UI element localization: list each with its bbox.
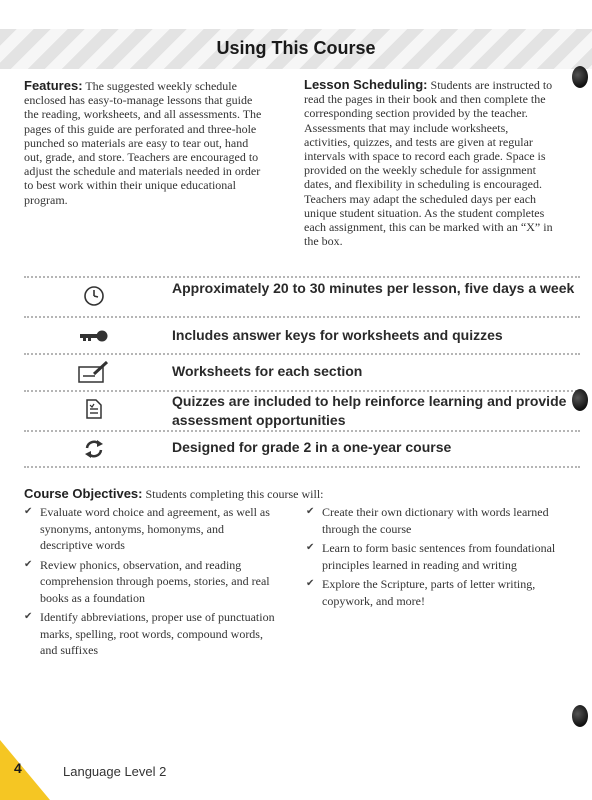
feature-row [24, 430, 580, 466]
feature-text: Approximately 20 to 30 minutes per lesson, five days a week [172, 280, 575, 296]
divider [24, 466, 580, 468]
footer-course-name: Language Level 2 [63, 764, 167, 779]
checkmark-icon: ✔ [306, 578, 315, 589]
binder-hole [572, 389, 588, 411]
objectives-list-right [306, 504, 556, 612]
page-title: Using This Course [216, 38, 376, 58]
features-paragraph [24, 79, 268, 207]
checkmark-icon: ✔ [24, 506, 33, 517]
checkmark-icon: ✔ [306, 542, 315, 553]
worksheet-pencil-icon [76, 361, 112, 388]
list-item: ✔ Identify abbreviations, proper use of punctuation marks, spelling, root words, compound words, and suffixes [24, 610, 275, 657]
scheduling-body: Students are instructed to read the pages in their book and then complete the corresponding section provided by the teacher. Assessments that may include worksheets, activities, quizzes, and tests are given at regular intervals with space to record each grade. Space is provided on the weekly schedule for assignment dates, and flexibility in scheduling is encouraged. Teachers may adapt the scheduled days per each unique student situation. As the student completes each assignment, this can be marked with an “X” in the box. [304, 78, 553, 249]
feature-text: Worksheets for each section [172, 363, 363, 379]
feature-row [24, 276, 580, 316]
features-lead: Features: [24, 78, 83, 93]
list-item: ✔ Explore the Scripture, parts of letter writing, copywork, and more! [306, 577, 536, 608]
page-corner-tab [0, 740, 50, 800]
checkmark-icon: ✔ [24, 558, 33, 570]
features-body: The suggested weekly schedule enclosed has easy-to-manage lessons that guide the reading, worksheets, and all assessments. The pages of this guide are perforated and three-hole punched so materials are easy to tear out, hand out, grade, and store. Teachers are encouraged to adjust the schedule and materials needed in order to best work within their unique educational program. [24, 79, 262, 207]
binder-hole [572, 66, 588, 88]
feature-row [24, 390, 580, 430]
checkmark-icon: ✔ [306, 506, 315, 517]
scheduling-paragraph [304, 78, 556, 248]
objectives-intro: Students completing this course will: [145, 487, 324, 501]
key-icon [76, 329, 112, 347]
feature-text: Quizzes are included to help reinforce learning and provide assessment opportunities [172, 393, 567, 428]
clock-icon [76, 285, 112, 312]
feature-row [24, 316, 580, 353]
list-item: ✔ Evaluate word choice and agreement, as well as synonyms, antonyms, homonyms, and descriptive words [24, 505, 270, 552]
objectives-lead: Course Objectives: [24, 486, 143, 501]
checkmark-icon: ✔ [24, 611, 33, 622]
scheduling-lead: Lesson Scheduling: [304, 77, 428, 92]
page-number: 4 [14, 760, 22, 776]
objectives-list-left [24, 504, 276, 662]
feature-row [24, 353, 580, 390]
objectives-heading [24, 486, 580, 502]
recycle-arrows-icon [76, 438, 112, 465]
quiz-document-icon [76, 399, 112, 424]
feature-text: Includes answer keys for worksheets and quizzes [172, 327, 503, 343]
list-item: ✔ Create their own dictionary with words learned through the course [306, 505, 549, 536]
feature-text: Designed for grade 2 in a one-year course [172, 439, 452, 455]
list-item: ✔ Review phonics, observation, and reading comprehension through poems, stories, and real books as a foundation [24, 557, 270, 605]
binder-hole [572, 705, 588, 727]
list-item: ✔ Learn to form basic sentences from foundational principles learned in reading and writing [306, 541, 556, 572]
